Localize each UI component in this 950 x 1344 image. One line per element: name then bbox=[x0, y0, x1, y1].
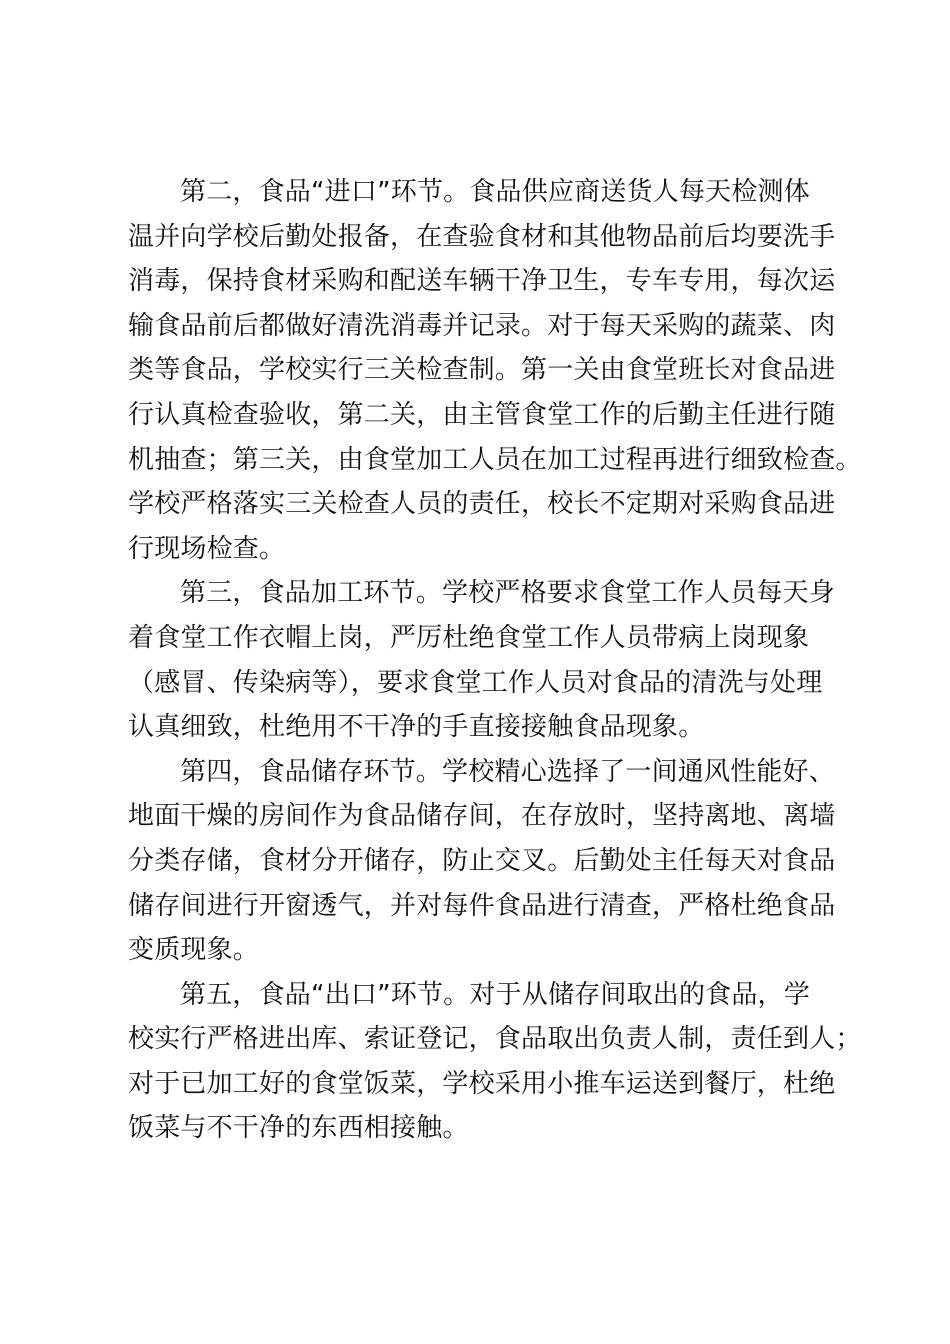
paragraph-3-line-5: 变质现象。 bbox=[128, 935, 260, 966]
paragraph-1-line-9: 行现场检查。 bbox=[128, 533, 286, 564]
paragraph-1-line-1: 第二，食品“进口”环节。食品供应商送货人每天检测体 bbox=[180, 177, 810, 207]
paragraph-4-line-1: 第五，食品“出口”环节。对于从储存间取出的食品，学 bbox=[180, 979, 810, 1010]
paragraph-3-line-3: 分类存储，食材分开储存，防止交叉。后勤处主任每天对食品 bbox=[128, 845, 836, 876]
paragraph-4-line-3: 对于已加工好的食堂饭菜，学校采用小推车运送到餐厅，杜绝 bbox=[128, 1068, 836, 1099]
paragraph-4-line-4: 饭菜与不干净的东西相接触。 bbox=[128, 1113, 469, 1144]
paragraph-2-line-1: 第三，食品加工环节。学校严格要求食堂工作人员每天身 bbox=[180, 578, 836, 609]
paragraph-1-line-6: 行认真检查验收，第二关，由主管食堂工作的后勤主任进行随 bbox=[128, 399, 836, 430]
paragraph-2-line-3: （感冒、传染病等），要求食堂工作人员对食品的清洗与处理 bbox=[128, 667, 823, 698]
paragraph-1-line-2: 温并向学校后勤处报备，在查验食材和其他物品前后均要洗手 bbox=[128, 221, 836, 252]
paragraph-2-line-2: 着食堂工作衣帽上岗，严厉杜绝食堂工作人员带病上岗现象 bbox=[128, 622, 810, 653]
paragraph-3-line-2: 地面干燥的房间作为食品储存间，在存放时，坚持离地、离墙 bbox=[128, 801, 836, 832]
paragraph-1-line-5: 类等食品，学校实行三关检查制。第一关由食堂班长对食品进 bbox=[128, 355, 836, 386]
paragraph-3-line-4: 储存间进行开窗透气，并对每件食品进行清查，严格杜绝食品 bbox=[128, 890, 836, 921]
document-body bbox=[128, 170, 862, 1151]
paragraph-1-line-8: 学校严格落实三关检查人员的责任，校长不定期对采购食品进 bbox=[128, 489, 836, 520]
paragraph-1-line-7: 机抽查；第三关，由食堂加工人员在加工过程再进行细致检查。 bbox=[128, 444, 862, 475]
paragraph-1-line-3: 消毒，保持食材采购和配送车辆干净卫生，专车专用，每次运 bbox=[128, 266, 836, 297]
paragraph-1-line-4: 输食品前后都做好清洗消毒并记录。对于每天采购的蔬菜、肉 bbox=[128, 310, 836, 341]
paragraph-3-line-1: 第四，食品储存环节。学校精心选择了一间通风性能好、 bbox=[180, 756, 836, 787]
paragraph-2-line-4: 认真细致，杜绝用不干净的手直接接触食品现象。 bbox=[128, 712, 705, 743]
paragraph-4-line-2: 校实行严格进出库、索证登记，食品取出负责人制，责任到人； bbox=[128, 1024, 862, 1055]
